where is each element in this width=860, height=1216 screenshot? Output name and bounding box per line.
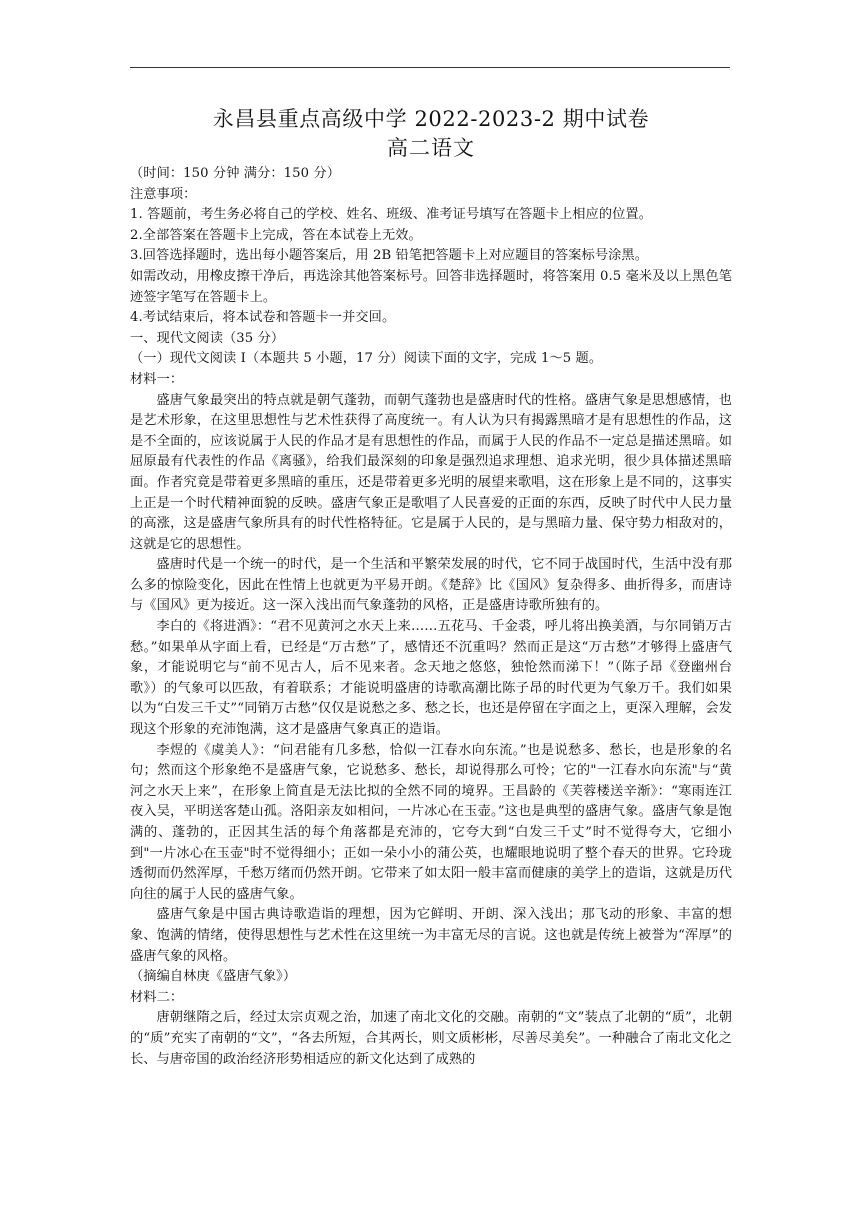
material-1-paragraph-5: 盛唐气象是中国古典诗歌造诣的理想，因为它鲜明、开朗、深入浅出；那飞动的形象、丰富的想象、饱满的情绪，使得思想性与艺术性在这里统一为丰富无尽的言说。这也就是传统上被誉为“浑厚”的盛唐气象的风格。 <box>130 907 732 964</box>
notice-item-1: 1. 答题前，考生务必将自己的学校、姓名、班级、准考证号填写在答题卡上相应的位置。 <box>130 207 652 223</box>
material-2-label: 材料二： <box>130 989 184 1005</box>
notice-item-2: 2.全部答案在答题卡上完成，答在本试卷上无效。 <box>130 227 422 243</box>
notice-heading: 注意事项： <box>130 186 197 202</box>
section-heading: 一、现代文阅读（35 分） <box>130 330 285 346</box>
time-score-info: （时间：150 分钟 满分：150 分） <box>130 166 340 181</box>
exam-title: 永昌县重点高级中学 2022-2023-2 期中试卷 <box>212 107 650 131</box>
notice-item-3: 3.回答选择题时，选出每小题答案后，用 2B 铅笔把答题卡上对应题目的答案标号涂黑。 <box>130 248 648 264</box>
notice-item-3-continued: 如需改动，用橡皮擦干净后，再选涂其他答案标号。回答非选择题时，将答案用 0.5 毫米及以上黑色笔迹签字笔写在答题卡上。 <box>130 268 732 305</box>
exam-subject: 高二语文 <box>387 136 475 160</box>
notice-item-4: 4.考试结束后，将本试卷和答题卡一并交回。 <box>130 310 396 326</box>
material-1-paragraph-1: 盛唐气象最突出的特点就是朝气蓬勃，而朝气蓬勃也是盛唐时代的性格。盛唐气象是思想感情，也是艺术形象，在这里思想性与艺术性获得了高度统一。有人认为只有揭露黑暗才是有思想性的作品，这是不全面的，应该说属于人民的作品才是有思想性的作品，而属于人民的作品不一定总是描述黑暗。如屈原最有代表性的作品《离骚》，给我们最深刻的印象是强烈追求理想、追求光明，很少具体描述黑暗面。作者究竟是带着更多黑暗的重压，还是带着更多光明的展望来歌唱，这在形象上是不同的，这事实上正是一个时代精神面貌的反映。盛唐气象正是歌唱了人民喜爱的正面的东西，反映了时代中人民力量的高涨，这是盛唐气象所具有的时代性格特征。它是属于人民的，是与黑暗力量、保守势力相敌对的，这就是它的思想性。 <box>130 392 732 552</box>
material-1-label: 材料一： <box>130 371 184 387</box>
material-2-paragraph-1: 唐朝继隋之后，经过太宗贞观之治，加速了南北文化的交融。南朝的“文”装点了北朝的“质”，北朝的“质”充实了南朝的“文”，“各去所短，合其两长，则文质彬彬，尽善尽美矣”。一种融合了南北文化之长、与唐帝国的政治经济形势相适应的新文化达到了成熟的 <box>130 1010 732 1067</box>
material-1-source: （摘编自林庚《盛唐气象》） <box>130 969 297 985</box>
material-1-paragraph-3: 李白的《将进酒》：“君不见黄河之水天上来……五花马、千金裘，呼儿将出换美酒，与尔同销万古愁。”如果单从字面上看，已经是“万古愁”了，感情还不沉重吗？然而正是这“万古愁”才够得上盛唐气象，才能说明它与“前不见古人，后不见来者。念天地之悠悠，独怆然而涕下！”（陈子昂《登幽州台歌》）的气象可以匹敌，有着联系；才能说明盛唐的诗歌高潮比陈子昂的时代更为气象万千。我们如果以为“白发三千丈”“同销万古愁”仅仅是说愁之多、愁之长，也还是停留在字面之上，更深入理解，会发现这个形象的充沛饱满，这才是盛唐气象真正的造诣。 <box>130 619 732 738</box>
document-body <box>130 104 732 1070</box>
material-1-paragraph-2: 盛唐时代是一个统一的时代，是一个生活和平繁荣发展的时代，它不同于战国时代，生活中没有那么多的惊险变化，因此在性情上也就更为平易开朗。《楚辞》比《国风》复杂得多、曲折得多，而唐诗与《国风》更为接近。这一深入浅出而气象蓬勃的风格，正是盛唐诗歌所独有的。 <box>130 557 732 614</box>
material-1-paragraph-4: 李煜的《虞美人》：“问君能有几多愁，恰似一江春水向东流。”也是说愁多、愁长，也是形象的名句；然而这个形象绝不是盛唐气象，它说愁多、愁长，却说得那么可怜；它的"一江春水向东流"与“黄河之水天上来”，在形象上简直是无法比拟的全然不同的境界。王昌龄的《芙蓉楼送辛渐》：“寒雨连江夜入吴，平明送客楚山孤。洛阳亲友如相问，一片冰心在玉壶。”这也是典型的盛唐气象。盛唐气象是饱满的、蓬勃的，正因其生活的每个角落都是充沛的，它夸大到“白发三千丈”时不觉得夸大，它细小到"一片冰心在玉壶"时不觉得细小；正如一朵小小的蒲公英，也耀眼地说明了整个春天的世界。它玲珑透彻而仍然浑厚，千愁万绪而仍然开朗。它带来了如太阳一般丰富而健康的美学上的造诣，这就是历代向往的属于人民的盛唐气象。 <box>130 742 732 902</box>
sub-section-heading: （一）现代文阅读 I（本题共 5 小题，17 分）阅读下面的文字，完成 1～5 题。 <box>130 351 603 367</box>
header-rule <box>130 67 730 68</box>
